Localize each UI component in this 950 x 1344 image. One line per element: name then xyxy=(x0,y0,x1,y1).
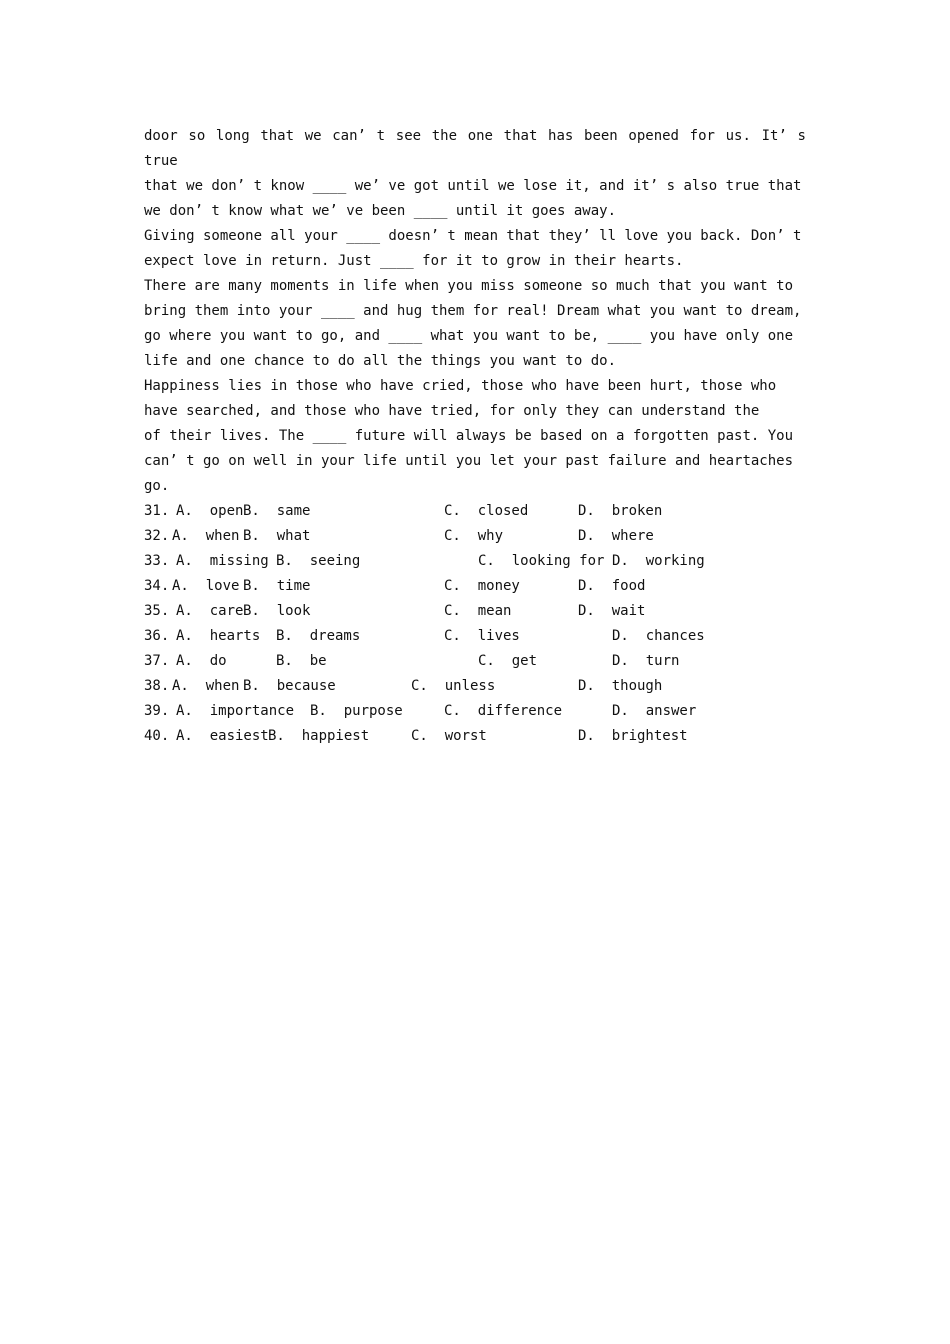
option-d: D. chances xyxy=(612,628,705,644)
option-a: A. love xyxy=(172,578,240,594)
option-a: A. when xyxy=(172,528,240,544)
passage-line: bring them into your ____ and hug them for real! Dream what you want to dream, xyxy=(144,303,802,319)
option-c: C. difference xyxy=(444,703,563,719)
document-content xyxy=(144,124,806,749)
question-number: 38. xyxy=(144,678,170,694)
option-c: C. unless xyxy=(411,678,496,694)
passage-line: that we don’ t know ____ we’ ve got until we lose it, and it’ s also true that xyxy=(144,178,802,194)
question-number: 31. xyxy=(144,503,170,519)
option-c: C. closed xyxy=(444,503,529,519)
question-number: 32. xyxy=(144,528,170,544)
passage-line: door so long that we can’ t see the one that has been opened for us. It’ s true xyxy=(144,128,806,169)
option-d: D. answer xyxy=(612,703,697,719)
option-d: D. where xyxy=(578,528,654,544)
option-c: C. money xyxy=(444,578,520,594)
option-a: A. do xyxy=(176,653,227,669)
passage-line: have searched, and those who have tried, for only they can understand the xyxy=(144,403,760,419)
option-a: A. importance xyxy=(176,703,295,719)
question-34 xyxy=(144,574,806,599)
option-a: A. hearts xyxy=(176,628,261,644)
option-b: B. same xyxy=(243,503,311,519)
option-b: B. what xyxy=(243,528,311,544)
option-b: B. be xyxy=(276,653,327,669)
option-b: B. happiest xyxy=(268,728,370,744)
passage-line: expect love in return. Just ____ for it to grow in their hearts. xyxy=(144,253,684,269)
passage-line: can’ t go on well in your life until you let your past failure and heartaches xyxy=(144,453,794,469)
passage-line: Giving someone all your ____ doesn’ t mean that they’ ll love you back. Don’ t xyxy=(144,228,802,244)
question-32 xyxy=(144,524,806,549)
option-d: D. wait xyxy=(578,603,646,619)
question-number: 37. xyxy=(144,653,170,669)
option-a: A. easiest xyxy=(176,728,269,744)
option-d: D. turn xyxy=(612,653,680,669)
question-number: 40. xyxy=(144,728,170,744)
question-number: 34. xyxy=(144,578,170,594)
question-38 xyxy=(144,674,806,699)
option-b: B. seeing xyxy=(276,553,361,569)
option-d: D. food xyxy=(578,578,646,594)
passage-line: of their lives. The ____ future will always be based on a forgotten past. You xyxy=(144,428,794,444)
passage-line: go. xyxy=(144,478,170,494)
option-b: B. time xyxy=(243,578,311,594)
option-a: A. open xyxy=(176,503,244,519)
option-a: A. missing xyxy=(176,553,269,569)
question-list xyxy=(144,499,806,749)
question-number: 36. xyxy=(144,628,170,644)
passage-line: life and one chance to do all the things you want to do. xyxy=(144,353,617,369)
option-c: C. get xyxy=(478,653,538,669)
question-number: 39. xyxy=(144,703,170,719)
option-d: D. broken xyxy=(578,503,663,519)
option-d: D. working xyxy=(612,553,705,569)
option-a: A. when xyxy=(172,678,240,694)
question-number: 33. xyxy=(144,553,170,569)
option-b: B. dreams xyxy=(276,628,361,644)
option-a: A. care xyxy=(176,603,244,619)
question-36 xyxy=(144,624,806,649)
passage-text xyxy=(144,124,806,499)
option-c: C. looking for xyxy=(478,553,605,569)
question-35 xyxy=(144,599,806,624)
option-b: B. look xyxy=(243,603,311,619)
option-b: B. purpose xyxy=(310,703,403,719)
question-40 xyxy=(144,724,806,749)
option-b: B. because xyxy=(243,678,336,694)
question-31 xyxy=(144,499,806,524)
passage-line: Happiness lies in those who have cried, those who have been hurt, those who xyxy=(144,378,777,394)
question-33 xyxy=(144,549,806,574)
option-c: C. why xyxy=(444,528,504,544)
passage-line: we don’ t know what we’ ve been ____ until it goes away. xyxy=(144,203,617,219)
option-c: C. worst xyxy=(411,728,487,744)
option-d: D. though xyxy=(578,678,663,694)
option-d: D. brightest xyxy=(578,728,688,744)
passage-line: There are many moments in life when you miss someone so much that you want to xyxy=(144,278,794,294)
passage-line: go where you want to go, and ____ what you want to be, ____ you have only one xyxy=(144,328,794,344)
question-39 xyxy=(144,699,806,724)
question-number: 35. xyxy=(144,603,170,619)
option-c: C. lives xyxy=(444,628,520,644)
option-c: C. mean xyxy=(444,603,512,619)
question-37 xyxy=(144,649,806,674)
